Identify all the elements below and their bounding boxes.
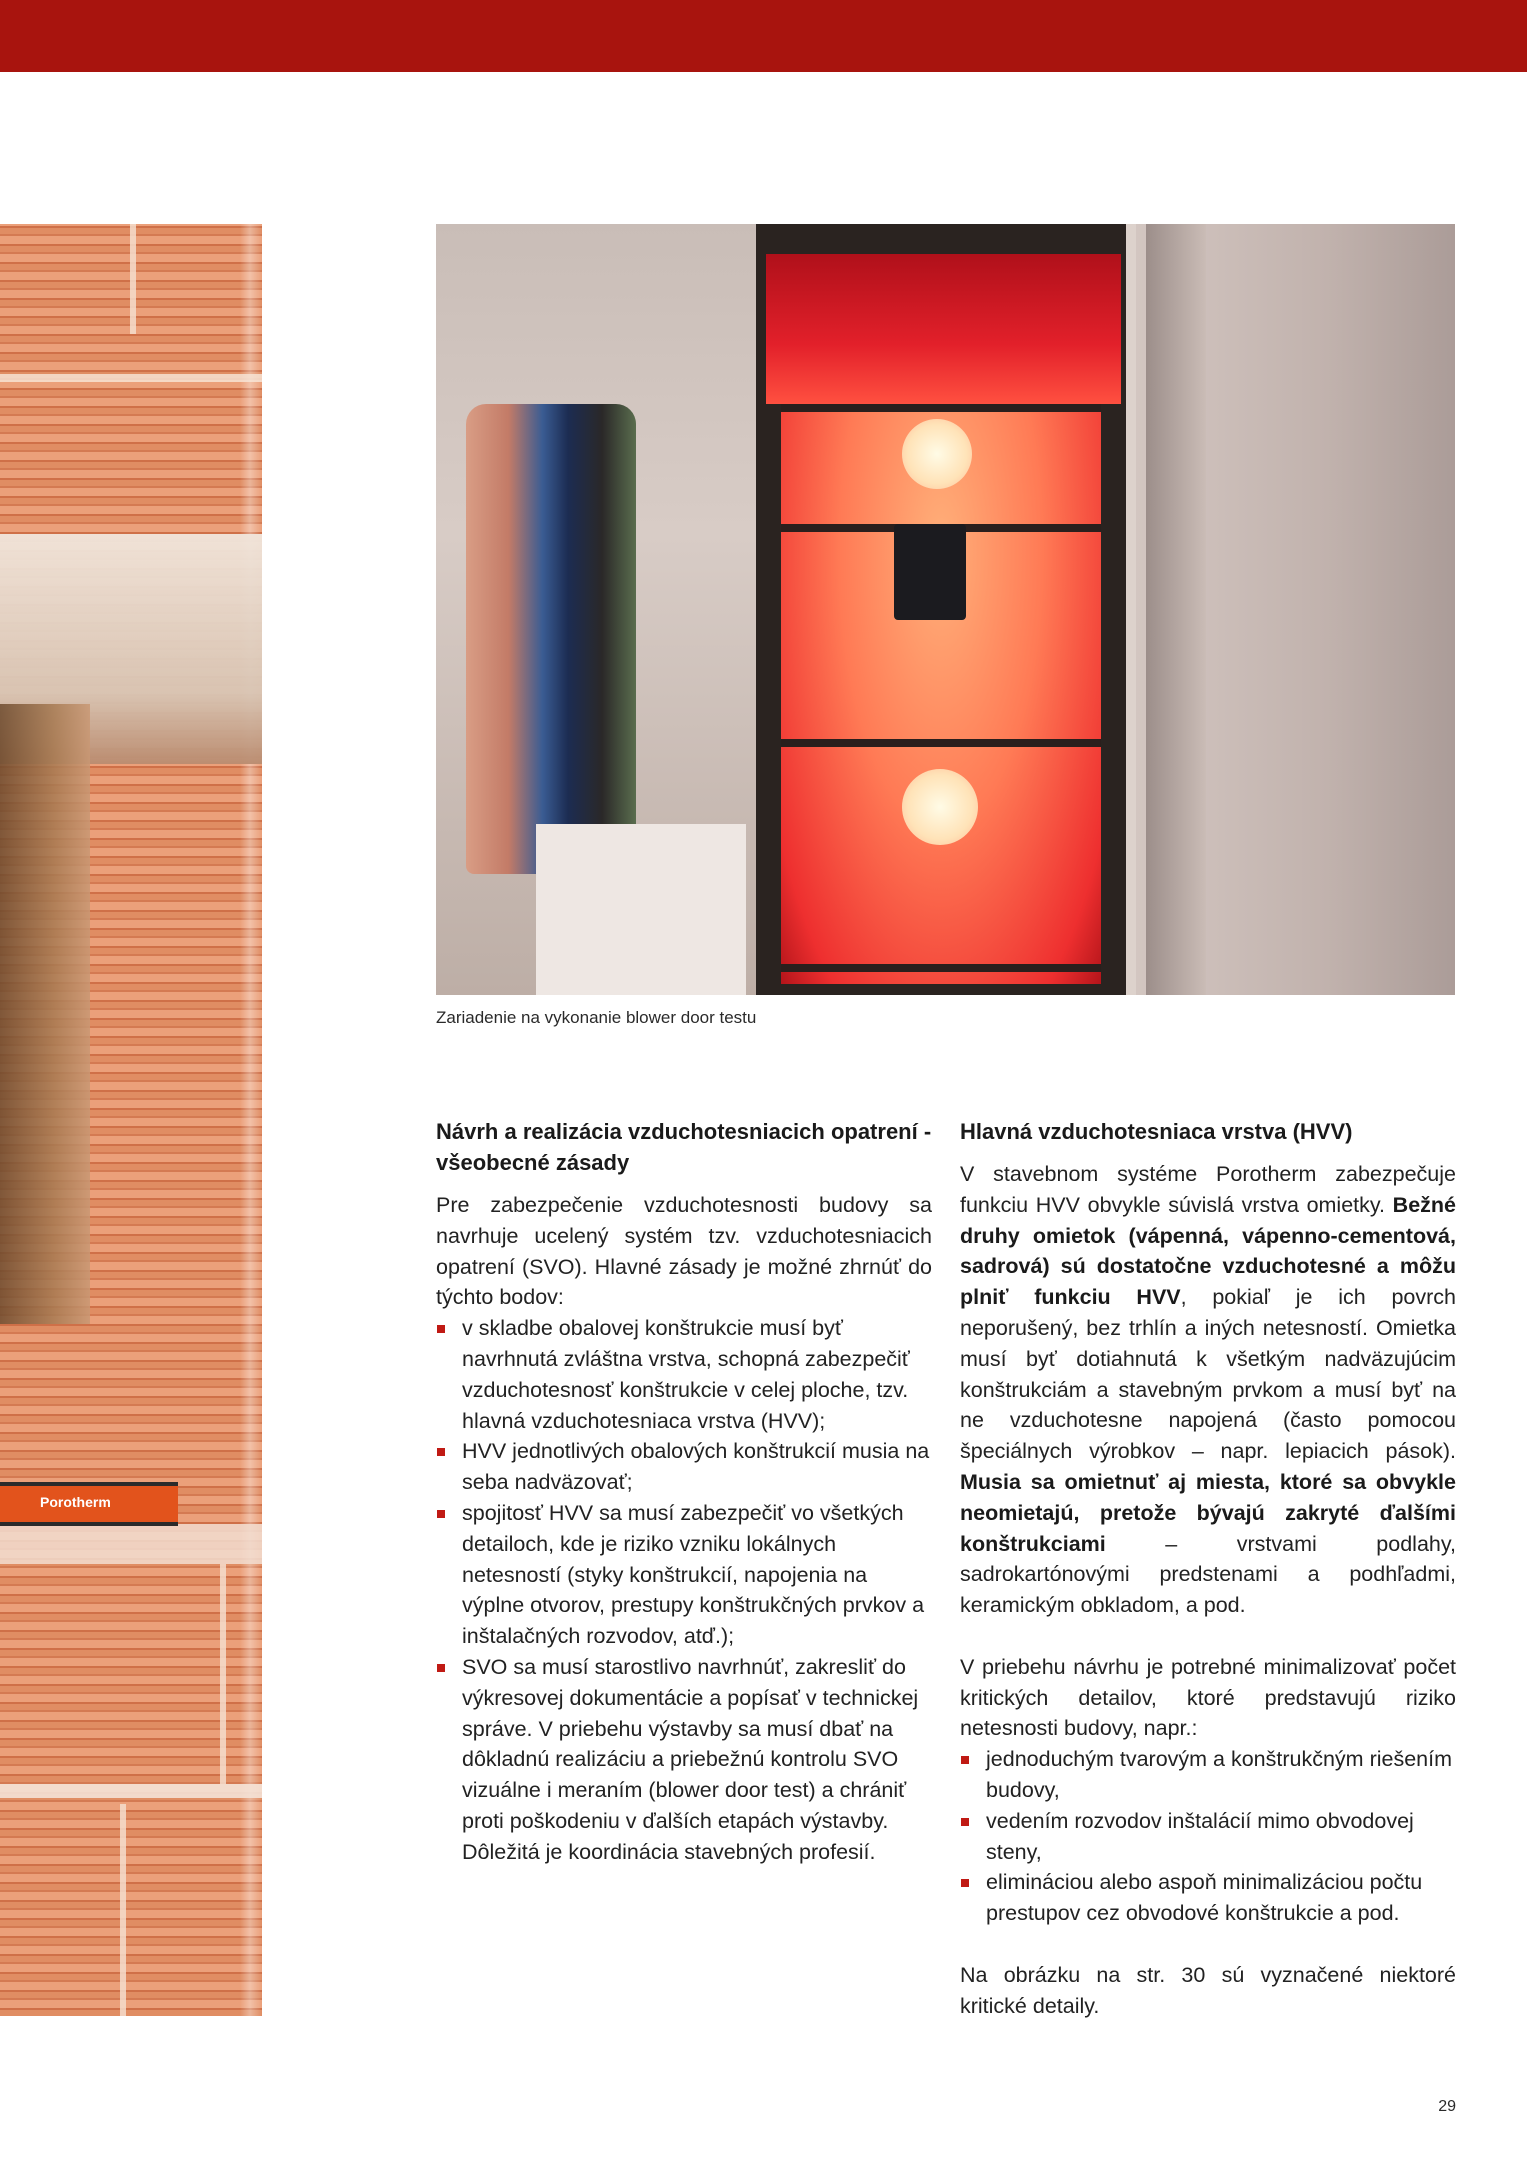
- right-paragraph-1: V stavebnom systéme Porotherm zabezpečuje funkciu HVV obvykle súvislá vrstva omietky. Bežné druhy omietok (vápenná, vápenno-cementová, sadrová) sú dostatočne vzduchotesné a môžu plniť funkciu HVV, pokiaľ je ich povrch neporušený, bez trhlín a iných netesností. Omietka musí byť dotiahnutá k všetkým nadväzujúcim konštrukciám a stavebným prvkom a musí byť na ne vzduchotesne napojená (často pomocou špeciálnych výrobkov – napr. lepiacich pások). Musia sa omietnuť aj miesta, ktoré sa obvykle neomietajú, pretože bývajú zakryté ďalšími konštrukciami – vrstvami podlahy, sadrokartónovými predstenami a podhľadmi, keramickým obkladom, a pod.: [960, 1162, 1456, 1618]
- left-intro: Pre zabezpečenie vzduchotesnosti budovy sa navrhuje ucelený systém tzv. vzduchotesniacich opatrení (SVO). Hlavné zásady je možné zhrnúť do týchto bodov:: [436, 1193, 932, 1310]
- right-heading: Hlavná vzduchotesniaca vrstva (HVV): [960, 1119, 1353, 1144]
- list-item: SVO sa musí starostlivo navrhnúť, zakresliť do výkresovej dokumentácie a popísať v technickej správe. V priebehu výstavby sa musí dbať na dôkladnú realizáciu a priebežnú kontrolu SVO vizuálne i meraním (blower door test) a chrániť proti poškodeniu v ďalších etapách výstavby. Dôležitá je koordinácia stavebných profesií.: [436, 1652, 932, 1868]
- level-brand-label: Porotherm: [40, 1494, 111, 1510]
- fan-opening-bottom: [902, 769, 978, 845]
- list-item: spojitosť HVV sa musí zabezpečiť vo všetkých detailoch, kde je riziko vzniku lokálnych netesností (styky konštrukcií, napojenia na výplne otvorov, prestupy konštrukčných prvkov a inštalačných rozvodov, atď.);: [436, 1498, 932, 1652]
- right-column: [960, 1116, 1456, 2021]
- list-item: v skladbe obalovej konštrukcie musí byť navrhnutá zvláštna vrstva, schopná zabezpečiť vzduchotesnosť konštrukcie v celej ploche, tzv. hlavná vzduchotesniaca vrstva (HVV);: [436, 1313, 932, 1436]
- brick-wall-photo: [0, 224, 262, 2016]
- right-paragraph-3: Na obrázku na str. 30 sú vyznačené niektoré kritické detaily.: [960, 1962, 1456, 2018]
- right-bullet-list: [960, 1744, 1456, 1929]
- left-column: [436, 1116, 932, 1868]
- pressure-gauge: [894, 524, 966, 620]
- shoe-bench: [536, 824, 746, 995]
- list-item: elimináciou alebo aspoň minimalizáciou počtu prestupov cez obvodové konštrukcie a pod.: [960, 1867, 1456, 1929]
- photo-caption: Zariadenie na vykonanie blower door testu: [436, 1008, 757, 1027]
- header-bar: [0, 0, 1527, 72]
- spirit-level: [0, 1482, 178, 1526]
- blower-door-photo: [436, 224, 1455, 995]
- list-item: HVV jednotlivých obalových konštrukcií musia na seba nadväzovať;: [436, 1436, 932, 1498]
- list-item: vedením rozvodov inštalácií mimo obvodovej steny,: [960, 1806, 1456, 1868]
- page-number: 29: [1438, 2098, 1456, 2115]
- fan-opening-top: [902, 419, 972, 489]
- right-paragraph-2: V priebehu návrhu je potrebné minimalizovať počet kritických detailov, ktoré predstavujú riziko netesnosti budovy, napr.:: [960, 1654, 1456, 1741]
- coats-on-hooks: [466, 404, 636, 874]
- left-bullet-list: [436, 1313, 932, 1867]
- list-item: jednoduchým tvarovým a konštrukčným riešením budovy,: [960, 1744, 1456, 1806]
- left-heading: Návrh a realizácia vzduchotesniacich opatrení - všeobecné zásady: [436, 1119, 932, 1175]
